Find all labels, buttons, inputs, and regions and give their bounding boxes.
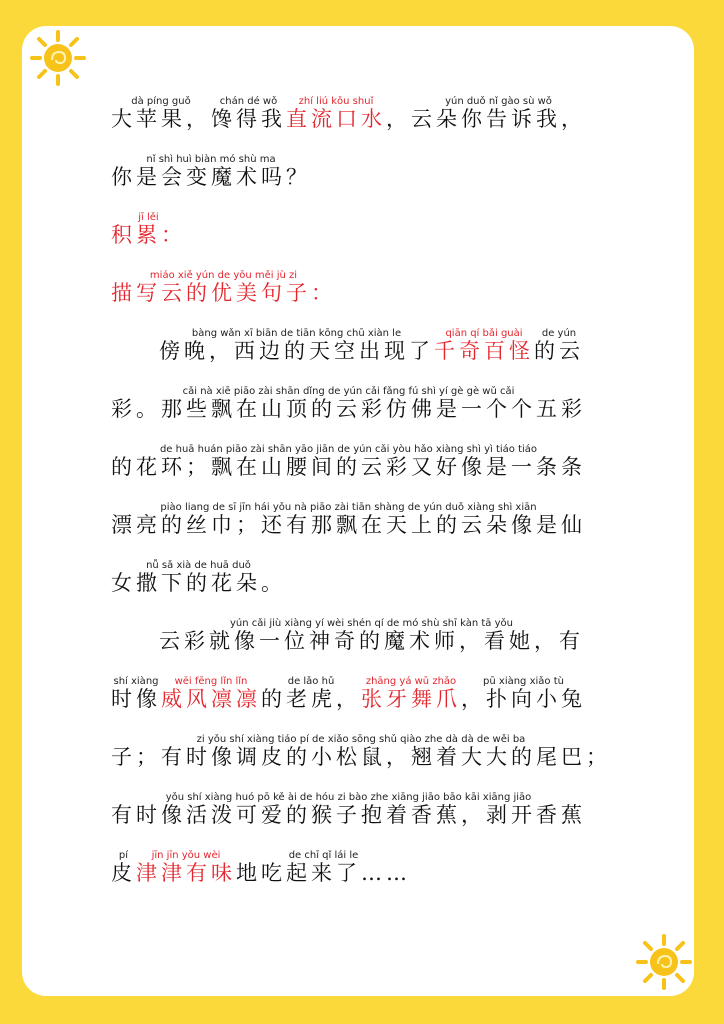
pinyin: yǒu shí xiàng huó pō kě ài de hóu zi bào zhe xiāng jiāo bāo kāi xiāng jiāo <box>165 792 532 803</box>
pinyin: zhí liú kǒu shuǐ <box>298 96 374 107</box>
text-segment <box>534 328 584 362</box>
hanzi: 地吃起来了…… <box>236 861 411 885</box>
text-segment <box>111 850 136 884</box>
pinyin: miáo xiě yún de yōu měi jù zi <box>149 270 298 281</box>
pinyin: pí <box>118 850 129 861</box>
hanzi: ， <box>386 107 411 131</box>
text-segment <box>111 676 161 710</box>
pinyin: qiān qí bǎi guài <box>445 328 523 339</box>
pinyin: de yún <box>541 328 577 339</box>
text-segment <box>111 386 586 420</box>
hanzi: 漂亮的丝巾；还有那飘在天上的云朵像是仙 <box>111 513 586 537</box>
pinyin: wēi fēng lǐn lǐn <box>174 676 248 687</box>
hanzi: 你是会变魔术吗？ <box>111 165 311 189</box>
sun-icon <box>30 30 86 86</box>
text-segment <box>159 328 434 362</box>
hanzi: 傍晚，西边的天空出现了 <box>159 339 434 363</box>
text-segment <box>111 444 586 478</box>
hanzi: 有时像活泼可爱的猴子抱着香蕉，剥开香蕉 <box>111 803 586 827</box>
text-line <box>111 270 631 305</box>
highlighted-phrase <box>111 212 186 246</box>
text-line <box>111 676 631 711</box>
highlighted-phrase <box>361 676 461 710</box>
text-segment <box>111 560 286 594</box>
text-line <box>111 154 631 189</box>
pinyin: jī lěi <box>138 212 159 223</box>
hanzi: 积累： <box>111 223 186 247</box>
pinyin: de lǎo hǔ <box>287 676 335 687</box>
pinyin: chán dé wǒ <box>219 96 278 107</box>
pinyin: jīn jīn yǒu wèi <box>151 850 221 861</box>
hanzi: 张牙舞爪 <box>361 687 461 711</box>
hanzi: 子；有时像调皮的小松鼠，翘着大大的尾巴； <box>111 745 611 769</box>
text-line <box>111 386 631 421</box>
text-line <box>111 560 631 595</box>
pinyin: bàng wǎn xī biān de tiān kōng chū xiàn le <box>191 328 402 339</box>
hanzi: 时像 <box>111 687 161 711</box>
pinyin: shí xiàng <box>113 676 159 687</box>
sun-icon <box>636 934 692 990</box>
text-segment <box>111 734 611 768</box>
hanzi: 彩。那些飘在山顶的云彩仿佛是一个个五彩 <box>111 397 586 421</box>
hanzi: 的老虎， <box>261 687 361 711</box>
text-segment <box>111 792 586 826</box>
text-segment <box>261 676 361 710</box>
text-line <box>111 96 631 131</box>
hanzi: 云彩就像一位神奇的魔术师，看她，有 <box>159 629 584 653</box>
highlighted-phrase <box>111 270 336 304</box>
text-segment <box>461 676 586 710</box>
text-line <box>111 328 631 363</box>
hanzi: 描写云的优美句子： <box>111 281 336 305</box>
hanzi: 馋得我 <box>211 107 286 131</box>
hanzi: 直流口水 <box>286 107 386 131</box>
hanzi: 津津有味 <box>136 861 236 885</box>
text-line <box>111 850 631 885</box>
text-segment <box>386 96 411 130</box>
pinyin: pū xiàng xiǎo tù <box>483 676 564 687</box>
pinyin: yún duǒ nǐ gào sù wǒ <box>445 96 552 107</box>
hanzi: 云朵你告诉我， <box>411 107 586 131</box>
text-segment <box>159 618 584 652</box>
hanzi: 千奇百怪 <box>434 339 534 363</box>
text-line <box>111 618 631 653</box>
pinyin: nǚ sǎ xià de huā duǒ <box>146 560 251 571</box>
text-segment <box>411 96 586 130</box>
text-segment <box>211 96 286 130</box>
text-line <box>111 502 631 537</box>
pinyin: de huā huán piāo zài shān yāo jiān de yún cǎi yòu hǎo xiàng shì yì tiáo tiáo <box>159 444 538 455</box>
highlighted-phrase <box>434 328 534 362</box>
hanzi: 大苹果， <box>111 107 211 131</box>
text-line <box>111 212 631 247</box>
highlighted-phrase <box>286 96 386 130</box>
text-segment <box>111 154 311 188</box>
pinyin: de chī qǐ lái le <box>288 850 359 861</box>
text-line <box>111 792 631 827</box>
hanzi: 的云 <box>534 339 584 363</box>
highlighted-phrase <box>161 676 261 710</box>
pinyin: zhāng yá wǔ zhǎo <box>365 676 457 687</box>
text-segment <box>111 96 211 130</box>
pinyin: yún cǎi jiù xiàng yí wèi shén qí de mó shù shī kàn tā yǒu <box>230 618 513 629</box>
text-segment <box>236 850 411 884</box>
hanzi: ，扑向小兔 <box>461 687 586 711</box>
text-body <box>111 96 631 908</box>
pinyin: dà píng guǒ <box>131 96 191 107</box>
pinyin: nǐ shì huì biàn mó shù ma <box>146 154 276 165</box>
highlighted-phrase <box>136 850 236 884</box>
text-line <box>111 444 631 479</box>
text-line <box>111 734 631 769</box>
pinyin: cǎi nà xiē piāo zài shān dǐng de yún cǎi fǎng fú shì yí gè gè wǔ cǎi <box>182 386 515 397</box>
hanzi: 的花环；飘在山腰间的云彩又好像是一条条 <box>111 455 586 479</box>
hanzi: 女撒下的花朵。 <box>111 571 286 595</box>
pinyin: piào liang de sī jīn hái yǒu nà piāo zài tiān shàng de yún duǒ xiàng shì xiān <box>160 502 537 513</box>
pinyin: zi yǒu shí xiàng tiáo pí de xiǎo sōng shǔ qiào zhe dà dà de wěi ba <box>196 734 526 745</box>
hanzi: 皮 <box>111 861 136 885</box>
text-segment <box>111 502 586 536</box>
hanzi: 威风凛凛 <box>161 687 261 711</box>
